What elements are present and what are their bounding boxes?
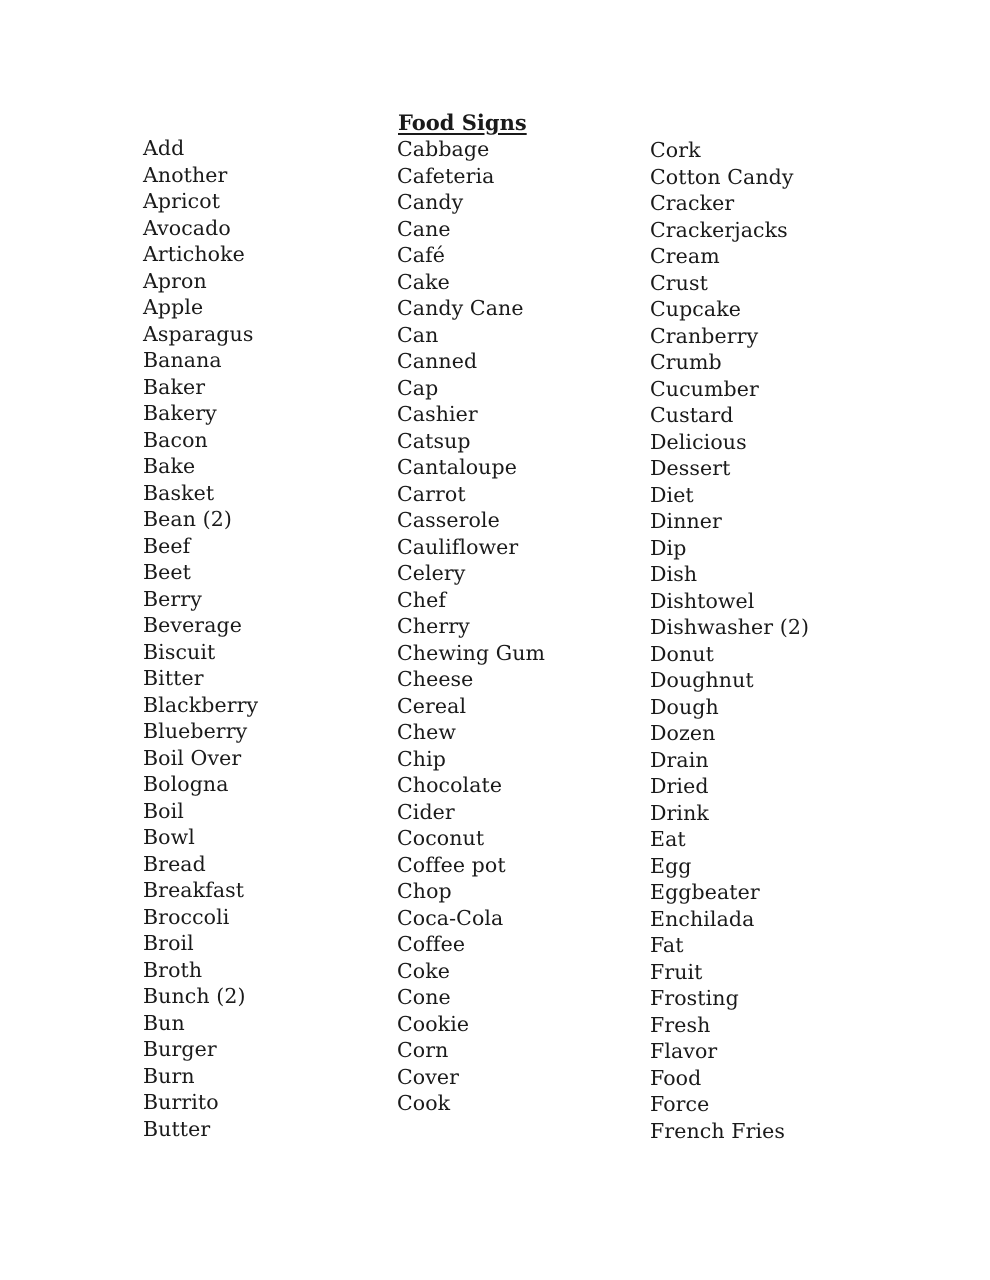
- word-list-item: Cork: [650, 138, 701, 162]
- word-list-item: Cereal: [397, 693, 467, 718]
- word-list-item: Burger: [143, 1037, 217, 1061]
- word-list-item: Cracker: [650, 191, 735, 215]
- word-list-item: Café: [397, 243, 446, 267]
- word-list-item: Dish: [650, 562, 698, 586]
- word-list-item: Butter: [143, 1116, 211, 1141]
- word-list-item: Cabbage: [397, 137, 490, 161]
- word-list-item: Donut: [650, 641, 714, 666]
- word-list-item: Dishtowel: [650, 588, 755, 613]
- word-list-item: Frosting: [650, 986, 739, 1010]
- word-list-item: Crumb: [650, 350, 722, 374]
- word-list-item: Bacon: [143, 427, 208, 452]
- word-list-item: Cane: [397, 216, 451, 241]
- word-list-item: Chocolate: [397, 773, 503, 797]
- word-list-item: Chip: [397, 746, 446, 771]
- word-list-item: Cupcake: [650, 297, 741, 321]
- word-list-item: Diet: [650, 482, 694, 507]
- word-list-item: Chewing Gum: [397, 640, 546, 665]
- word-list-item: Cake: [397, 269, 450, 294]
- word-list-item: Dough: [650, 694, 719, 719]
- word-list-item: Beverage: [143, 613, 242, 637]
- word-list-item: Boil: [143, 798, 184, 823]
- word-list-item: Apron: [143, 268, 207, 293]
- word-list-item: Enchilada: [650, 906, 755, 931]
- word-list-item: Breakfast: [143, 878, 245, 902]
- word-list-item: Bakery: [143, 401, 217, 425]
- word-list-item: Bread: [143, 851, 206, 876]
- word-list-item: Biscuit: [143, 639, 216, 664]
- word-list-item: Chop: [397, 879, 452, 903]
- word-list-item: Chef: [397, 587, 447, 612]
- word-list-item: Cranberry: [650, 323, 759, 348]
- word-list-item: Cover: [397, 1064, 460, 1089]
- word-list-item: Bake: [143, 454, 196, 478]
- word-list-item: Bowl: [143, 825, 195, 849]
- word-list-item: Casserole: [397, 508, 500, 532]
- word-column-3: [650, 137, 809, 1144]
- word-list-item: Canned: [397, 349, 478, 373]
- word-list-item: Cantaloupe: [397, 455, 517, 479]
- word-list-item: Coffee pot: [397, 852, 506, 877]
- word-list-item: Corn: [397, 1038, 449, 1062]
- word-list-item: Eggbeater: [650, 880, 760, 904]
- word-list-item: Burn: [143, 1063, 195, 1088]
- word-list-item: Custard: [650, 403, 734, 427]
- word-list-item: Avocado: [143, 215, 231, 240]
- word-list-item: Fresh: [650, 1012, 711, 1037]
- word-list-item: Celery: [397, 561, 466, 585]
- word-list-item: Cone: [397, 985, 451, 1009]
- word-list-item: Bunch (2): [143, 984, 246, 1008]
- word-list-item: Banana: [143, 348, 222, 372]
- word-list-item: Coke: [397, 958, 450, 983]
- word-list-item: Basket: [143, 480, 215, 505]
- word-list-item: Cheese: [397, 667, 474, 691]
- word-list-item: Chew: [397, 720, 456, 744]
- word-list-item: Cook: [397, 1091, 451, 1115]
- word-list-item: Coffee: [397, 932, 466, 956]
- word-list-item: Cherry: [397, 614, 470, 638]
- word-list-item: Dozen: [650, 721, 716, 745]
- word-list-item: Candy: [397, 190, 464, 214]
- word-list-item: Can: [397, 322, 439, 347]
- word-list-item: Cafeteria: [397, 163, 495, 188]
- word-list-item: Bun: [143, 1010, 185, 1035]
- word-list-item: Another: [143, 162, 228, 187]
- word-list-item: Asparagus: [143, 321, 254, 346]
- word-list-item: Fat: [650, 933, 684, 957]
- word-list-item: Egg: [650, 853, 692, 878]
- word-list-item: Candy Cane: [397, 296, 524, 320]
- word-list-item: Catsup: [397, 428, 471, 453]
- word-list-item: Cider: [397, 799, 455, 824]
- word-list-item: Bean (2): [143, 507, 232, 531]
- word-list-item: Dried: [650, 774, 709, 798]
- word-list-item: Burrito: [143, 1090, 219, 1114]
- word-list-item: Cauliflower: [397, 534, 519, 559]
- word-list-item: Blueberry: [143, 719, 248, 743]
- word-list-item: Force: [650, 1092, 710, 1116]
- word-list-item: Cucumber: [650, 376, 759, 401]
- word-list-item: French Fries: [650, 1118, 785, 1143]
- word-list-item: Food: [650, 1065, 702, 1090]
- word-list-item: Dinner: [650, 509, 722, 533]
- word-list-item: Doughnut: [650, 668, 754, 692]
- word-list-item: Cookie: [397, 1011, 470, 1036]
- word-list-item: Drain: [650, 747, 709, 772]
- word-list-item: Artichoke: [143, 242, 245, 266]
- word-column-2: [397, 136, 545, 1117]
- word-list-item: Coca-Cola: [397, 905, 504, 930]
- word-list-item: Beet: [143, 560, 191, 584]
- word-list-item: Cap: [397, 375, 439, 400]
- word-list-item: Broth: [143, 957, 203, 982]
- word-list-item: Boil Over: [143, 745, 242, 770]
- word-list-item: Dishwasher (2): [650, 615, 810, 639]
- word-list-item: Flavor: [650, 1039, 718, 1063]
- word-list-item: Cashier: [397, 402, 478, 426]
- word-list-item: Apple: [143, 295, 204, 319]
- word-list-item: Drink: [650, 800, 709, 825]
- word-list-item: Carrot: [397, 481, 466, 506]
- word-list-item: Dip: [650, 535, 687, 560]
- word-list-item: Beef: [143, 533, 191, 558]
- page-title: Food Signs: [398, 110, 527, 135]
- word-list-item: Baker: [143, 374, 206, 399]
- word-list-item: Bitter: [143, 666, 204, 690]
- word-list-item: Crust: [650, 270, 708, 295]
- word-list-item: Crackerjacks: [650, 217, 788, 242]
- word-list-item: Coconut: [397, 826, 485, 850]
- word-list-item: Cream: [650, 244, 720, 268]
- word-column-1: [143, 135, 258, 1142]
- word-list-item: Bologna: [143, 772, 229, 796]
- word-list-item: Blackberry: [143, 692, 259, 717]
- word-list-item: Broccoli: [143, 904, 230, 929]
- word-list-item: Broil: [143, 931, 194, 955]
- word-list-item: Eat: [650, 827, 686, 851]
- word-list-item: Add: [143, 136, 185, 160]
- word-list-item: Cotton Candy: [650, 164, 794, 189]
- word-list-item: Fruit: [650, 959, 703, 984]
- word-list-item: Berry: [143, 586, 202, 611]
- word-list-item: Delicious: [650, 429, 747, 454]
- word-list-item: Apricot: [143, 189, 221, 213]
- word-list-item: Dessert: [650, 456, 731, 480]
